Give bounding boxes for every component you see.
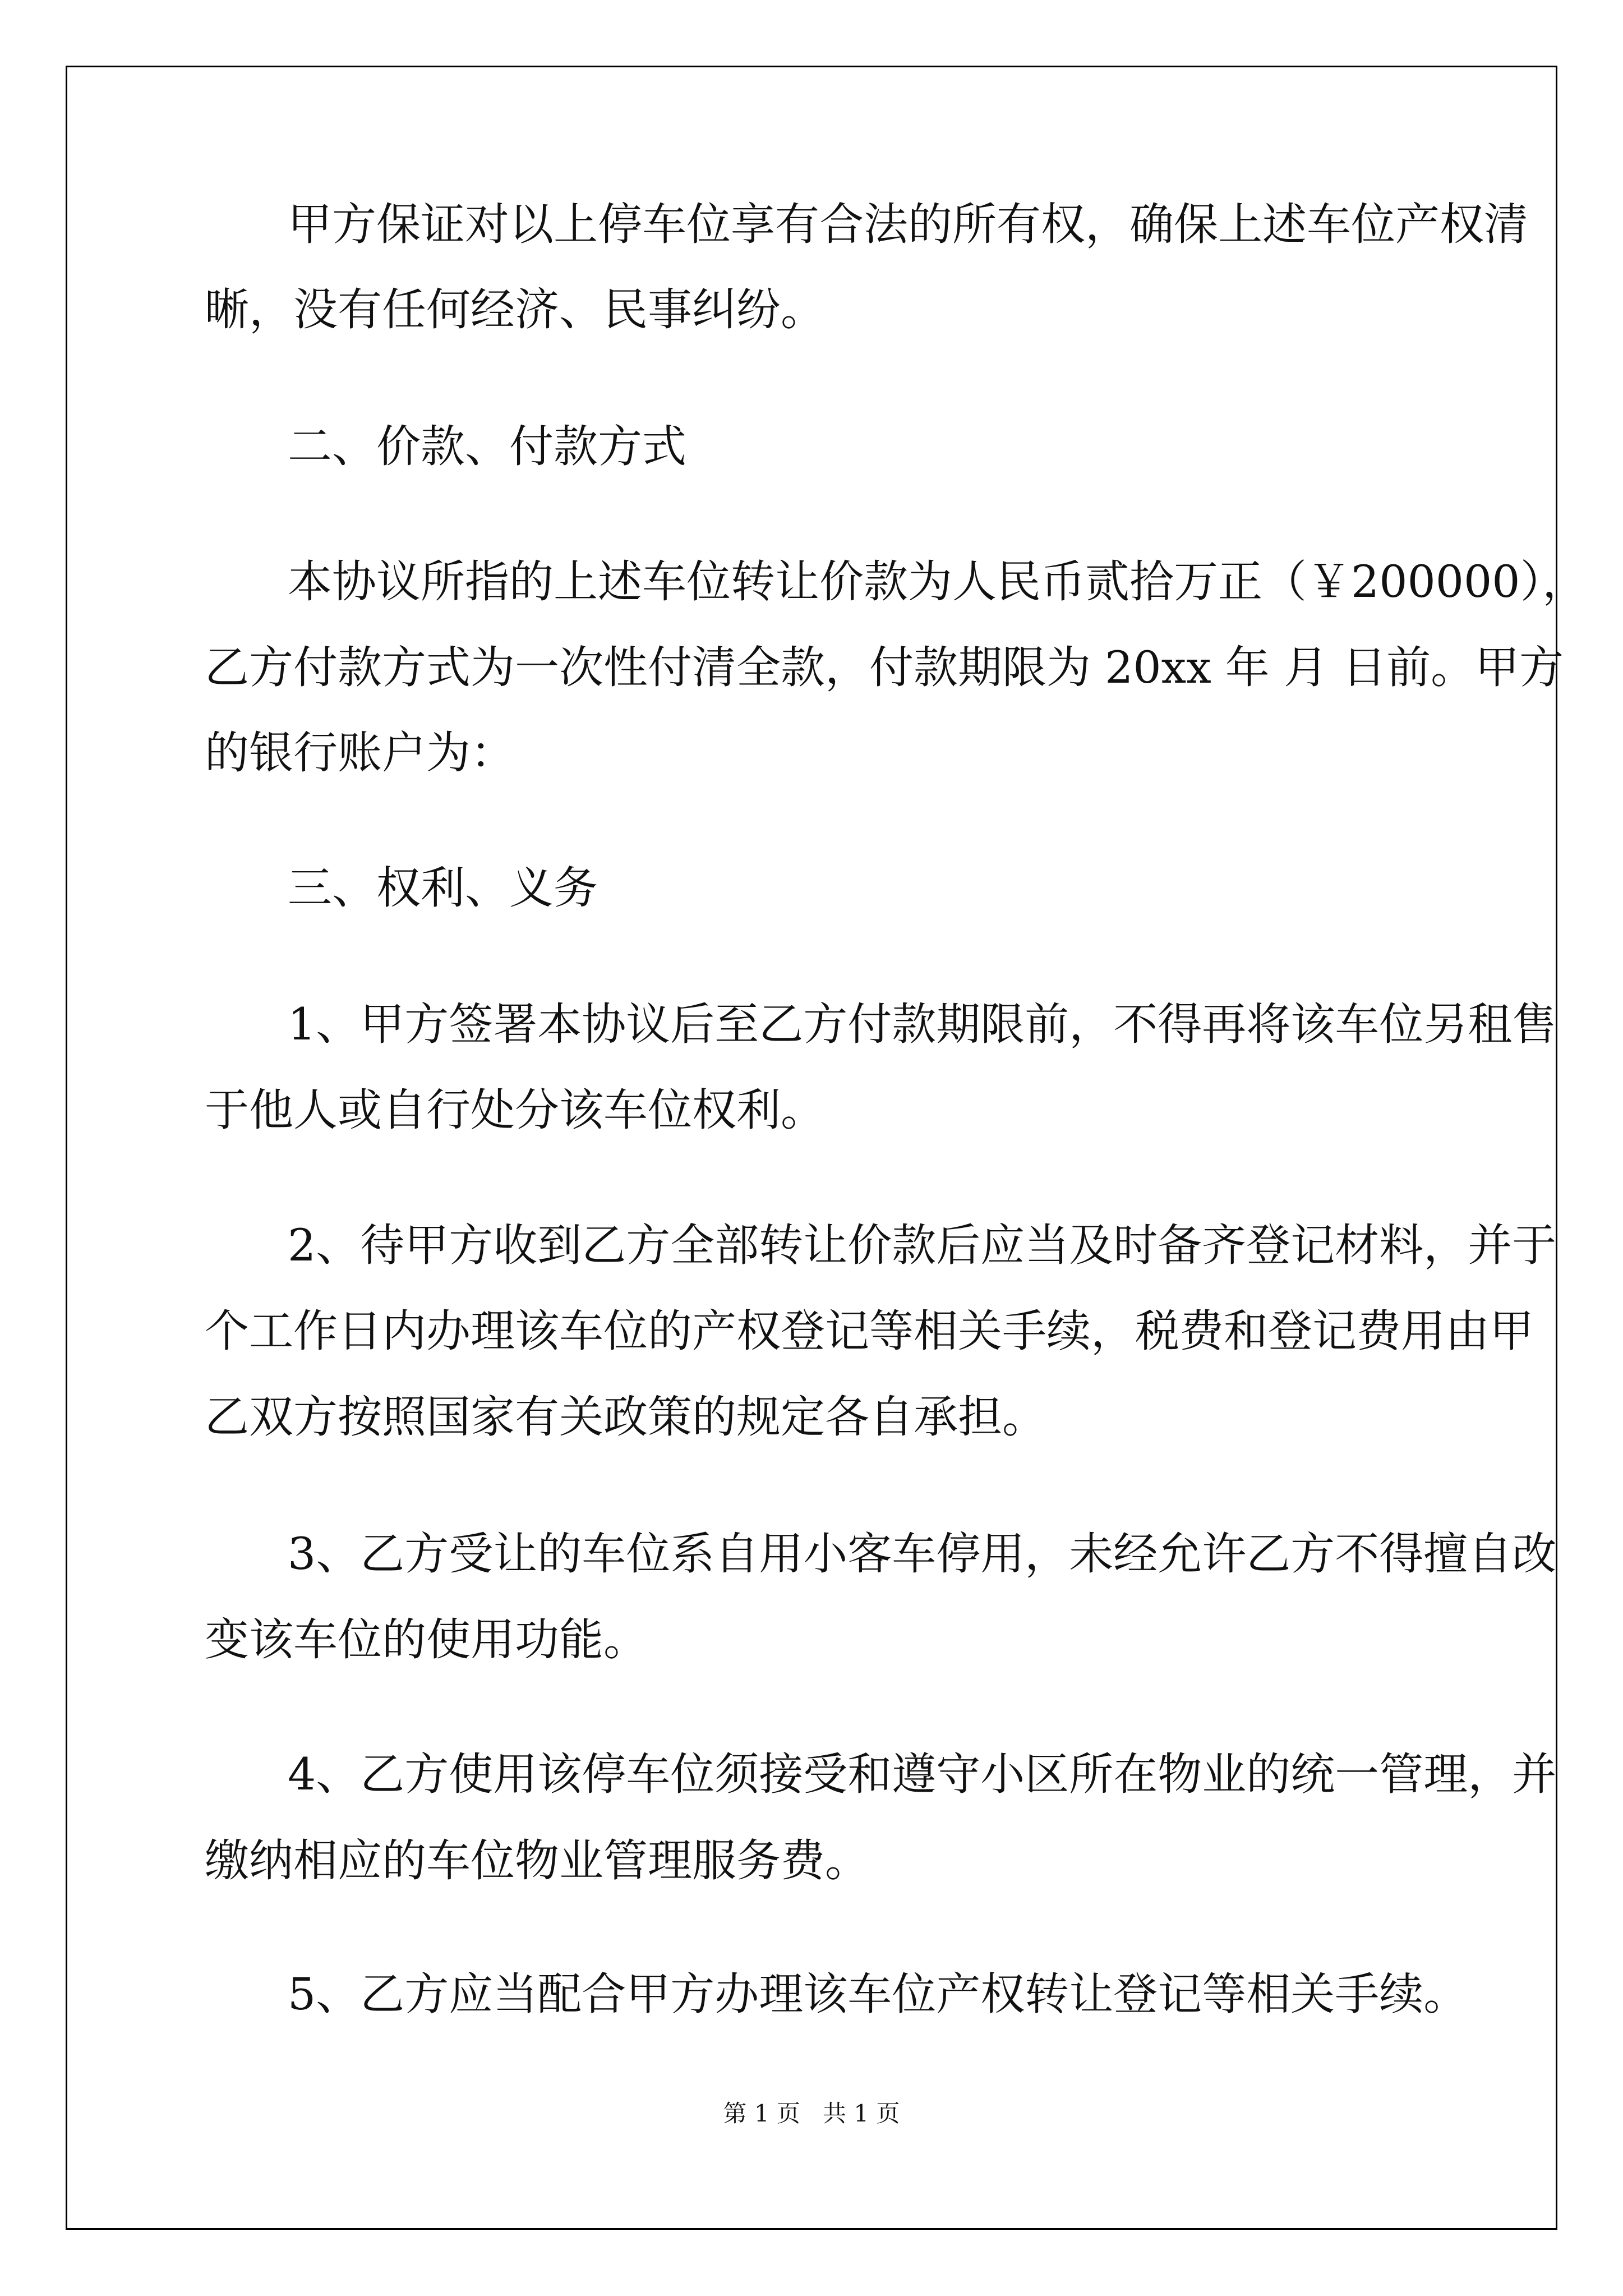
paragraph-line: 晰，没有任何经济、民事纠纷。 [205, 284, 825, 335]
clause-line: 5、乙方应当配合甲方办理该车位产权转让登记等相关手续。 [288, 1968, 1468, 2020]
paragraph-line: 甲方保证对以上停车位享有合法的所有权，确保上述车位产权清 [288, 199, 1528, 250]
page-border [66, 66, 1557, 2230]
clause-line: 变该车位的使用功能。 [205, 1614, 648, 1665]
clause-line: 1、甲方签署本协议后至乙方付款期限前，不得再将该车位另租售 [288, 999, 1557, 1050]
section-heading-price: 二、价款、付款方式 [288, 421, 686, 472]
paragraph-line: 乙方付款方式为一次性付清全款，付款期限为 20xx 年 月 日前。甲方 [205, 642, 1564, 693]
clause-line: 个工作日内办理该车位的产权登记等相关手续，税费和登记费用由甲 [205, 1305, 1534, 1357]
clause-line: 3、乙方受让的车位系自用小客车停用，未经允许乙方不得擅自改 [288, 1528, 1557, 1580]
section-heading-rights: 三、权利、义务 [288, 862, 598, 914]
clause-line: 4、乙方使用该停车位须接受和遵守小区所在物业的统一管理，并 [288, 1749, 1557, 1800]
clause-line: 2、待甲方收到乙方全部转让价款后应当及时备齐登记材料，并于 [288, 1220, 1557, 1271]
clause-line: 于他人或自行处分该车位权利。 [205, 1084, 825, 1136]
clause-line: 乙双方按照国家有关政策的规定各自承担。 [205, 1391, 1046, 1443]
page-footer: 第 1 页 共 1 页 [723, 2100, 900, 2127]
clause-line: 缴纳相应的车位物业管理服务费。 [205, 1835, 869, 1887]
paragraph-line: 本协议所指的上述车位转让价款为人民币贰拾万正（￥200000）， [288, 556, 1587, 608]
paragraph-line: 的银行账户为： [205, 727, 515, 779]
